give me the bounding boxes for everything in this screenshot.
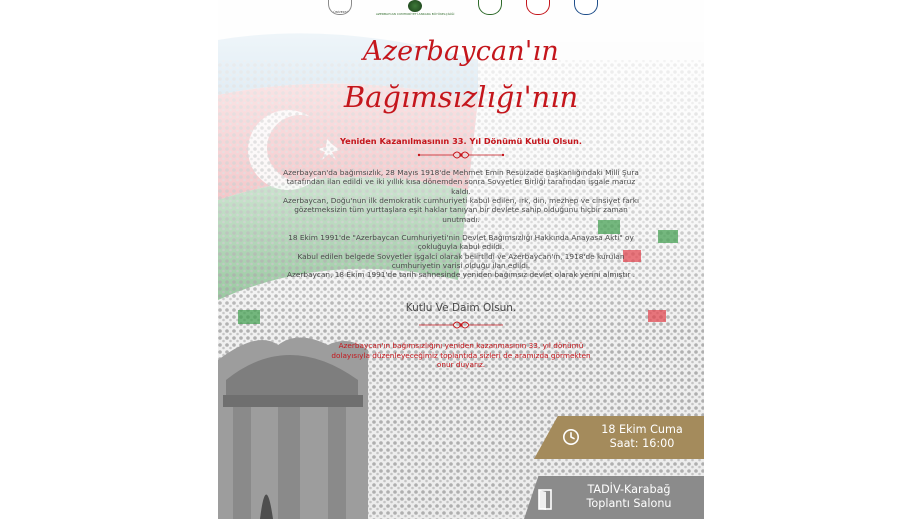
logo-2-text: AZERBAYCAN CUMHURİYETİ ANKARA BÜYÜKELÇİLİĞİ xyxy=(375,12,455,16)
subtitle: Yeniden Kazanılmasının 33. Yıl Dönümü Kutlu Olsun. xyxy=(340,136,582,146)
clock-icon xyxy=(562,428,580,446)
invitation-text xyxy=(328,341,594,370)
event-date-time xyxy=(582,423,702,451)
body-paragraph: Azerbaycan'da bağımsızlık, 28 Mayıs 1918'de Mehmet Emin Resulzade başkanlığındaki Milli Şura tarafından ilan edildi ve iki yıllık kısa dönemden sonra Sovyetler Birliği tarafından işgale maruz kaldı. xyxy=(283,168,639,196)
event-venue-line-2: Toplantı Salonu xyxy=(586,497,672,510)
title-line-2: Bağımsızlığı'nın xyxy=(343,80,579,114)
body-text xyxy=(282,168,640,280)
university-logo xyxy=(328,0,352,15)
body-paragraph: Kabul edilen belgede Sovyetler işgalci olarak belirtildi ve Azerbaycan'ın, 1918'de kurulan cumhuriyetin varisi olduğu ilan edildi. xyxy=(297,251,625,271)
organization-logo-red xyxy=(526,0,550,15)
logo-1-text: AL ÜNİVERSİTE xyxy=(328,10,352,14)
event-date: 18 Ekim Cuma xyxy=(601,423,683,436)
embassy-logo xyxy=(376,0,454,17)
ornament-divider-icon xyxy=(411,319,511,331)
title-line-1: Azerbaycan'ın xyxy=(363,36,559,67)
event-venue-line-1: TADİV-Karabağ xyxy=(587,483,671,496)
event-venue xyxy=(556,483,702,511)
invitation-poster xyxy=(218,0,704,519)
organization-logo-green xyxy=(478,0,502,15)
event-time: Saat: 16:00 xyxy=(609,437,675,450)
invitation-paragraph: Azerbaycan'ın bağımsızlığını yeniden kazanmasının 33. yıl dönümü dolayısıyla düzenleyeceğimiz toplantıda sizleri de aramızda görmekten onur duyarız. xyxy=(331,341,591,370)
body-paragraph: Azerbaycan, 18 Ekim 1991'de tarih sahnesinde yeniden bağımsız devlet olarak yerini almıştır . xyxy=(286,270,636,280)
embassy-emblem-icon xyxy=(408,0,422,12)
closing-line: Kutlu Ve Daim Olsun. xyxy=(405,302,517,314)
door-icon xyxy=(537,488,553,510)
logo-row xyxy=(328,0,598,22)
body-paragraph: Azerbaycan, Doğu'nun ilk demokratik cumhuriyeti kabul edilen, ırk, din, mezhep ve cinsiyet farkı gözetmeksizin tüm yurttaşlara eşit haklar tanıyan bir devlete sahip olduğunu hiçbir zaman unutmadı. xyxy=(282,196,640,224)
body-paragraph: 18 Ekim 1991'de "Azerbaycan Cumhuriyeti'nin Devlet Bağımsızlığı Hakkında Anayasa Akti" oy çokluğuyla kabul edildi. xyxy=(288,233,634,252)
ornament-divider-icon xyxy=(411,149,511,161)
organization-logo-blue xyxy=(574,0,598,15)
